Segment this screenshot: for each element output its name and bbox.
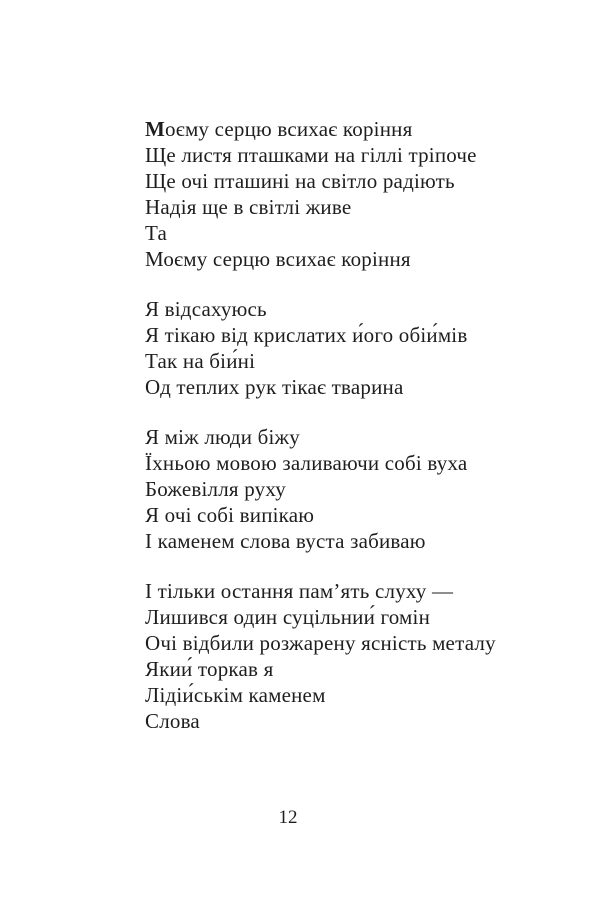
- poem-line: Я тікаю від крислатих и́ого обіи́мів: [145, 323, 468, 347]
- poem-line: Їхньою мовою заливаючи собі вуха: [145, 451, 468, 475]
- poem-line: [145, 116, 496, 142]
- poem-line: Од теплих рук тікає тварина: [145, 375, 404, 399]
- poem-line: Ще листя пташками на гіллі тріпоче: [145, 143, 477, 167]
- stanza-1: [145, 116, 496, 272]
- poem-line: Я відсахуюсь: [145, 297, 267, 321]
- poem-line: І тільки остання пам’ять слуху —: [145, 579, 454, 603]
- poem-line: Надія ще в світлі живе: [145, 195, 352, 219]
- poem-line: Божевілля руху: [145, 477, 286, 501]
- poem-line: Моєму серцю всихає коріння: [145, 247, 411, 271]
- poem: [145, 116, 496, 734]
- poem-line: Якии́ торкав я: [145, 657, 274, 681]
- poem-line: Я очі собі випікаю: [145, 503, 315, 527]
- stanza-4: [145, 578, 496, 734]
- poem-line: Ще очі пташині на світло радіють: [145, 169, 455, 193]
- page-number: 12: [278, 807, 298, 828]
- poem-line: Очі відбили розжарену ясність металу: [145, 631, 496, 655]
- poem-line: Слова: [145, 709, 200, 733]
- poem-line: Та: [145, 221, 168, 245]
- stanza-2: [145, 296, 496, 400]
- poem-line-text: оєму серцю всихає коріння: [165, 117, 413, 141]
- poem-line: Лідіи́ськім каменем: [145, 683, 326, 707]
- poem-line: Лишився один суцільнии́ гомін: [145, 605, 431, 629]
- poem-line: Я між люди біжу: [145, 425, 300, 449]
- bold-initial: М: [145, 117, 166, 141]
- poem-line: І каменем слова вуста забиваю: [145, 529, 426, 553]
- poem-line: Так на біи́ні: [145, 349, 256, 373]
- stanza-3: [145, 424, 496, 554]
